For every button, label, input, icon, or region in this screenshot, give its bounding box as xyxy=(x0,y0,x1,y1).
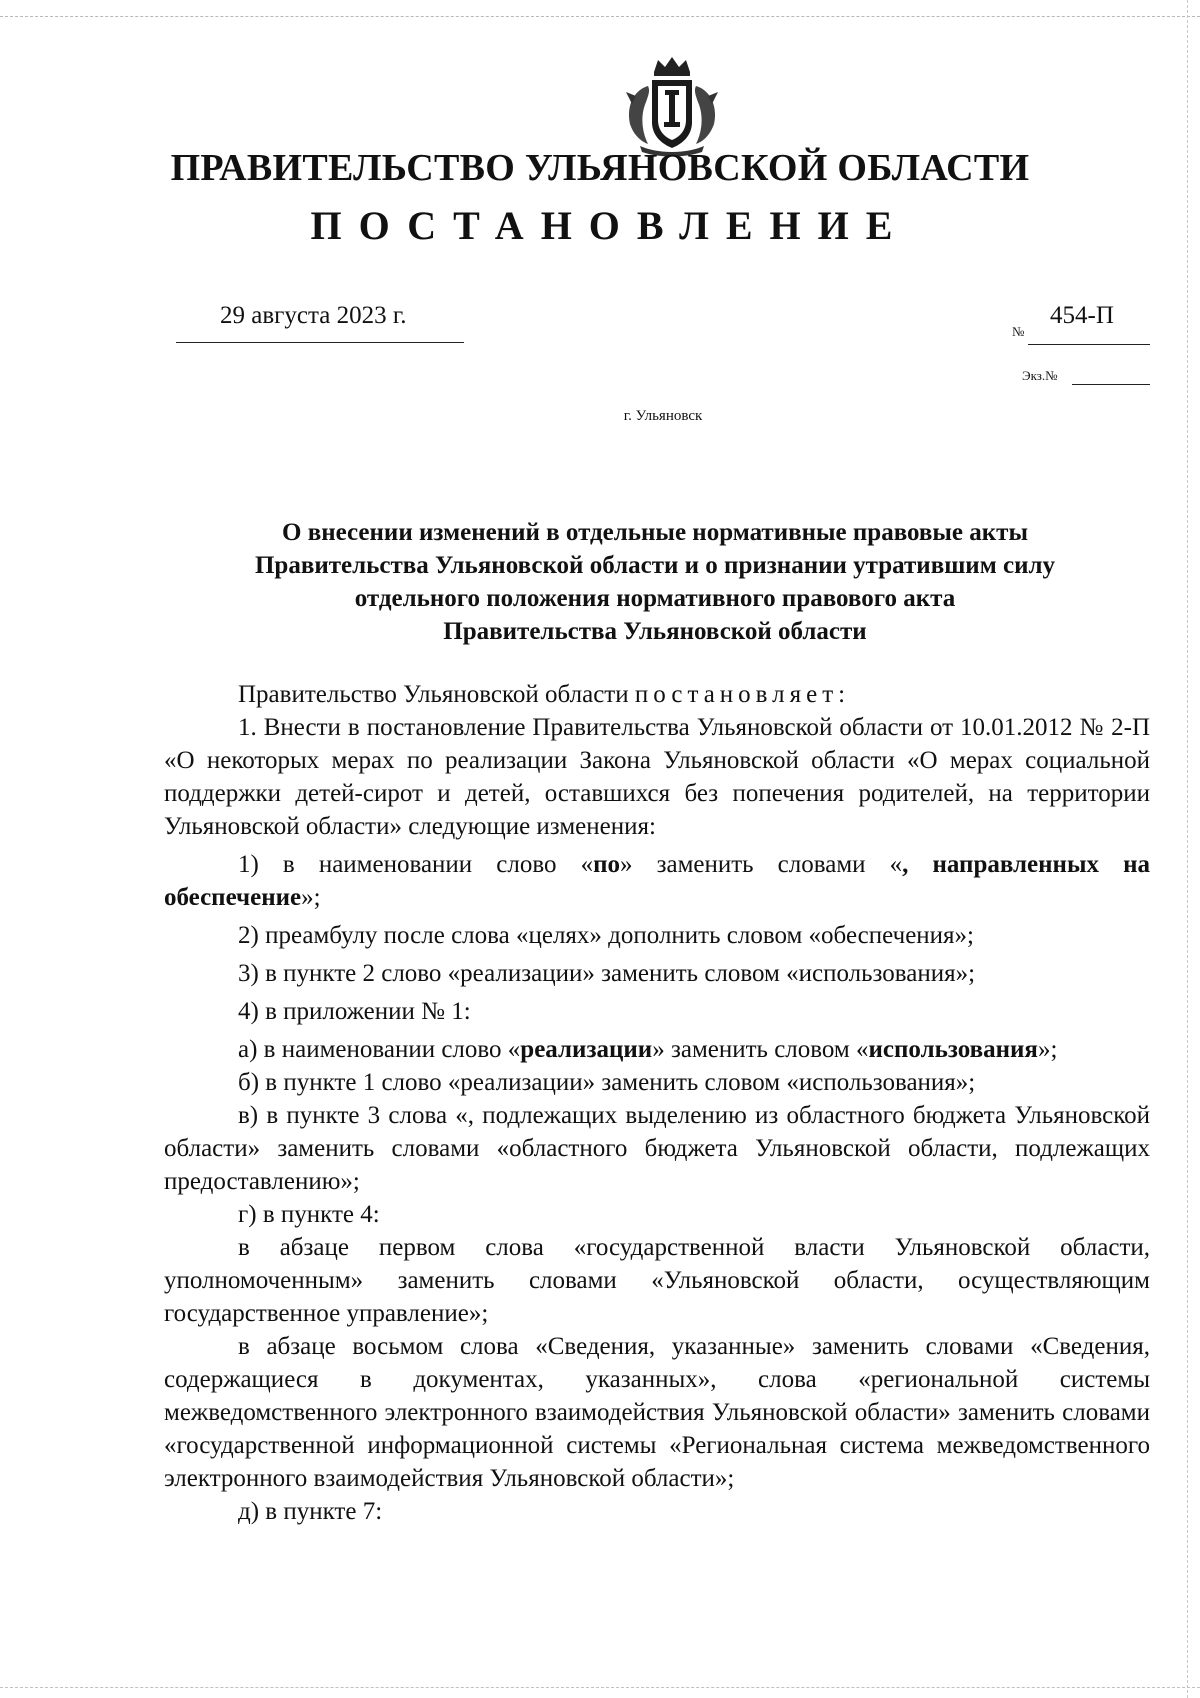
subitem-1-new-words: , направленных на обеспечение xyxy=(164,851,1150,911)
subitem-a-text-end: »; xyxy=(1037,1036,1058,1063)
subitem-4: 4) в приложении № 1: xyxy=(238,998,471,1025)
title-line: Правительства Ульяновской области xyxy=(443,618,867,645)
document-type-heading: ПОСТАНОВЛЕНИЕ xyxy=(310,203,910,248)
document-date: 29 августа 2023 г. xyxy=(220,302,407,329)
city: г. Ульяновск xyxy=(623,408,703,424)
government-title: ПРАВИТЕЛЬСТВО УЛЬЯНОВСКОЙ ОБЛАСТИ xyxy=(170,147,1030,189)
subitem-a-new-word: использования xyxy=(868,1036,1038,1063)
resolution-title xyxy=(160,516,1150,648)
title-line: О внесении изменений в отдельные нормативные правовые акты xyxy=(282,519,1028,546)
scan-edge-bottom xyxy=(0,1687,1200,1688)
intro-paragraph xyxy=(164,678,1150,711)
ulyanovsk-coat-of-arms-icon xyxy=(618,52,726,158)
subitem-g-paragraph-1: в абзаце первом слова «государственной власти Ульяновской области, уполномоченным» заменить словами «Ульяновской области, осуществляющим государственное управление»; xyxy=(164,1234,1150,1327)
scan-edge-right xyxy=(1187,0,1188,1698)
scan-edge-top xyxy=(0,16,1200,17)
resolution-body xyxy=(164,678,1150,1528)
item-1: 1. Внести в постановление Правительства Ульяновской области от 10.01.2012 № 2-П «О некоторых мерах по реализации Закона Ульяновской области «О мерах социальной поддержки детей-сирот и детей, оставшихся без попечения родителей, на территории Ульяновской области» следующие изменения: xyxy=(164,714,1150,840)
copy-number-underline xyxy=(1072,384,1150,385)
intro-text: Правительство Ульяновской области xyxy=(238,681,635,708)
subitem-1-text-end: »; xyxy=(301,884,321,911)
number-label: № xyxy=(1012,324,1025,339)
date-block xyxy=(176,302,464,343)
subitem-a-text: а) в наименовании слово « xyxy=(238,1036,521,1063)
intro-decree-word: постановляет: xyxy=(634,681,851,708)
copy-number-block xyxy=(1022,368,1150,388)
document-number: 454-П xyxy=(1050,302,1114,329)
subitem-g: г) в пункте 4: xyxy=(238,1201,380,1228)
subitem-d: д) в пункте 7: xyxy=(238,1498,383,1525)
subitem-1-old-word: по xyxy=(593,851,620,878)
subitem-a-text-mid: » заменить словом « xyxy=(652,1036,869,1063)
copy-number-label: Экз.№ xyxy=(1022,368,1058,383)
subitem-a-old-word: реализации xyxy=(520,1036,653,1063)
date-underline xyxy=(176,342,464,343)
subitem-2: 2) преамбулу после слова «целях» дополнить словом «обеспечения»; xyxy=(238,922,974,949)
subitem-3: 3) в пункте 2 слово «реализации» заменить словом «использования»; xyxy=(238,960,976,987)
title-line: отдельного положения нормативного правового акта xyxy=(354,585,956,612)
subitem-b: б) в пункте 1 слово «реализации» заменить словом «использования»; xyxy=(238,1069,976,1096)
subitem-1-text-mid: » заменить словами « xyxy=(620,851,903,878)
subitem-1 xyxy=(164,848,1150,914)
subitem-v: в) в пункте 3 слова «, подлежащих выделению из областного бюджета Ульяновской области» заменить словами «областного бюджета Ульяновской области, подлежащих предоставлению»; xyxy=(164,1102,1150,1195)
subitem-g-paragraph-8: в абзаце восьмом слова «Сведения, указанные» заменить словами «Сведения, содержащиеся в документах, указанных», слова «региональной системы межведомственного электронного взаимодействия Ульяновской области» заменить словами «государственной информационной системы «Региональная система межведомственного электронного взаимодействия Ульяновской области»; xyxy=(164,1333,1150,1492)
number-underline xyxy=(1028,344,1150,345)
title-line: Правительства Ульяновской области и о признании утратившим силу xyxy=(254,552,1056,579)
subitem-a xyxy=(164,1033,1150,1066)
subitem-1-text: 1) в наименовании слово « xyxy=(238,851,594,878)
